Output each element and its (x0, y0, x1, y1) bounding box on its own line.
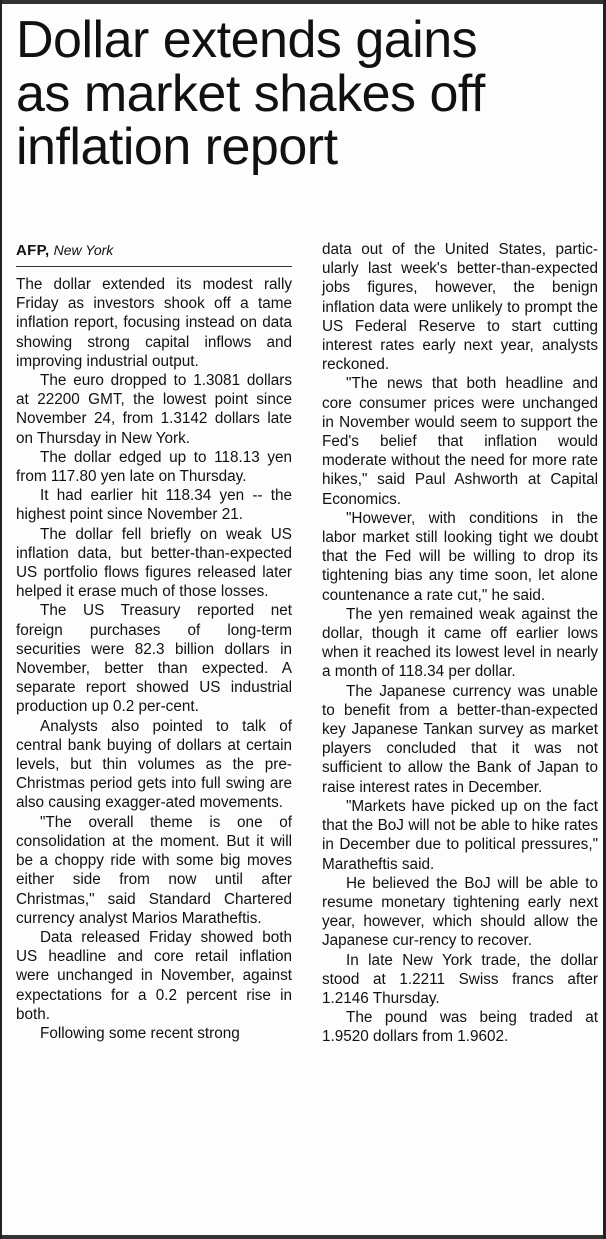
byline-location: New York (53, 242, 114, 258)
paragraph-continued: data out of the United States, partic-ularly last week's better-than-expected jobs figures, however, the benign inflation data were unlikely to prompt the US Federal Reserve to start cutting interest rates early next year, analysts reckoned. (322, 241, 598, 374)
paragraph: In late New York trade, the dollar stood at 1.2211 Swiss francs after 1.2146 Thursday. (322, 951, 598, 1007)
paragraph: Following some recent strong (40, 1024, 240, 1042)
headline-line: as market shakes off (16, 64, 485, 123)
column-left (16, 240, 292, 1225)
top-border-rule (2, 0, 603, 4)
paragraph: Data released Friday showed both US headline and core retail inflation were unchanged in November, against expectations for a 0.2 percent rise in both. (16, 928, 292, 1023)
paragraph: The US Treasury reported net foreign purchases of long-term securities were 82.3 billion dollars in November, better than expected. A separate report showed US industrial production up 0.2 per-cent. (16, 602, 292, 716)
byline-agency: AFP, (16, 242, 50, 259)
paragraph: The euro dropped to 1.3081 dollars at 22200 GMT, the lowest point since November 24, from 1.3142 dollars late on Thursday in New York. (16, 372, 292, 447)
paragraph: "The news that both headline and core consumer prices were unchanged in November would seem to support the Fed's belief that inflation would moderate without the need for more rate hikes," said Paul Ashworth at Capital Economics. (322, 375, 598, 508)
paragraph: It had earlier hit 118.34 yen -- the highest point since November 21. (16, 487, 292, 524)
paragraph: The dollar extended its modest rally Friday as investors shook off a tame inflation report, focusing instead on data showing strong capital inflows and improving industrial output. (16, 276, 292, 370)
article-body (16, 240, 598, 1225)
paragraph: The dollar edged up to 118.13 yen from 117.80 yen late on Thursday. (16, 448, 292, 486)
paragraph: He believed the BoJ will be able to resume monetary tightening early next year, however, which should allow the Japanese cur-rency to recover. (322, 874, 598, 950)
byline (16, 240, 292, 267)
paragraph: "However, with conditions in the labor market still looking tight we doubt that the Fed will be willing to drop its tightening bias any time soon, let alone countenance a rate cut," he said. (322, 509, 598, 604)
paragraph: The pound was being traded at 1.9520 dollars from 1.9602. (322, 1009, 598, 1046)
column-right (322, 240, 598, 1225)
bottom-border-rule (2, 1235, 603, 1239)
headline-line: inflation report (16, 118, 338, 177)
paragraph: "The overall theme is one of consolidation at the moment. But it will be a choppy ride with some big moves either side from now until after Christmas," said Standard Chartered currency analyst Marios Maratheftis. (16, 813, 292, 927)
headline-line: Dollar extends gains (16, 11, 478, 69)
paragraph: The Japanese currency was unable to benefit from a better-than-expected key Japanese Tankan survey as market players concluded that it was not sufficient to allow the Bank of Japan to raise interest rates in December. (322, 682, 598, 796)
headline (16, 11, 601, 177)
paragraph: Analysts also pointed to talk of central bank buying of dollars at certain levels, but thin volumes as the pre-Christmas period gets into full swing are also causing exagger-ated movements. (16, 717, 292, 812)
paragraph: "Markets have picked up on the fact that the BoJ will not be able to hike rates in December due to political pressures," Maratheftis said. (322, 797, 598, 873)
paragraph: The dollar fell briefly on weak US inflation data, but better-than-expected US portfolio flows figures released later helped it erase much of those losses. (16, 525, 292, 601)
paragraph: The yen remained weak against the dollar, though it came off earlier lows when it reached its lowest level in nearly a month of 118.34 per dollar. (322, 605, 598, 681)
